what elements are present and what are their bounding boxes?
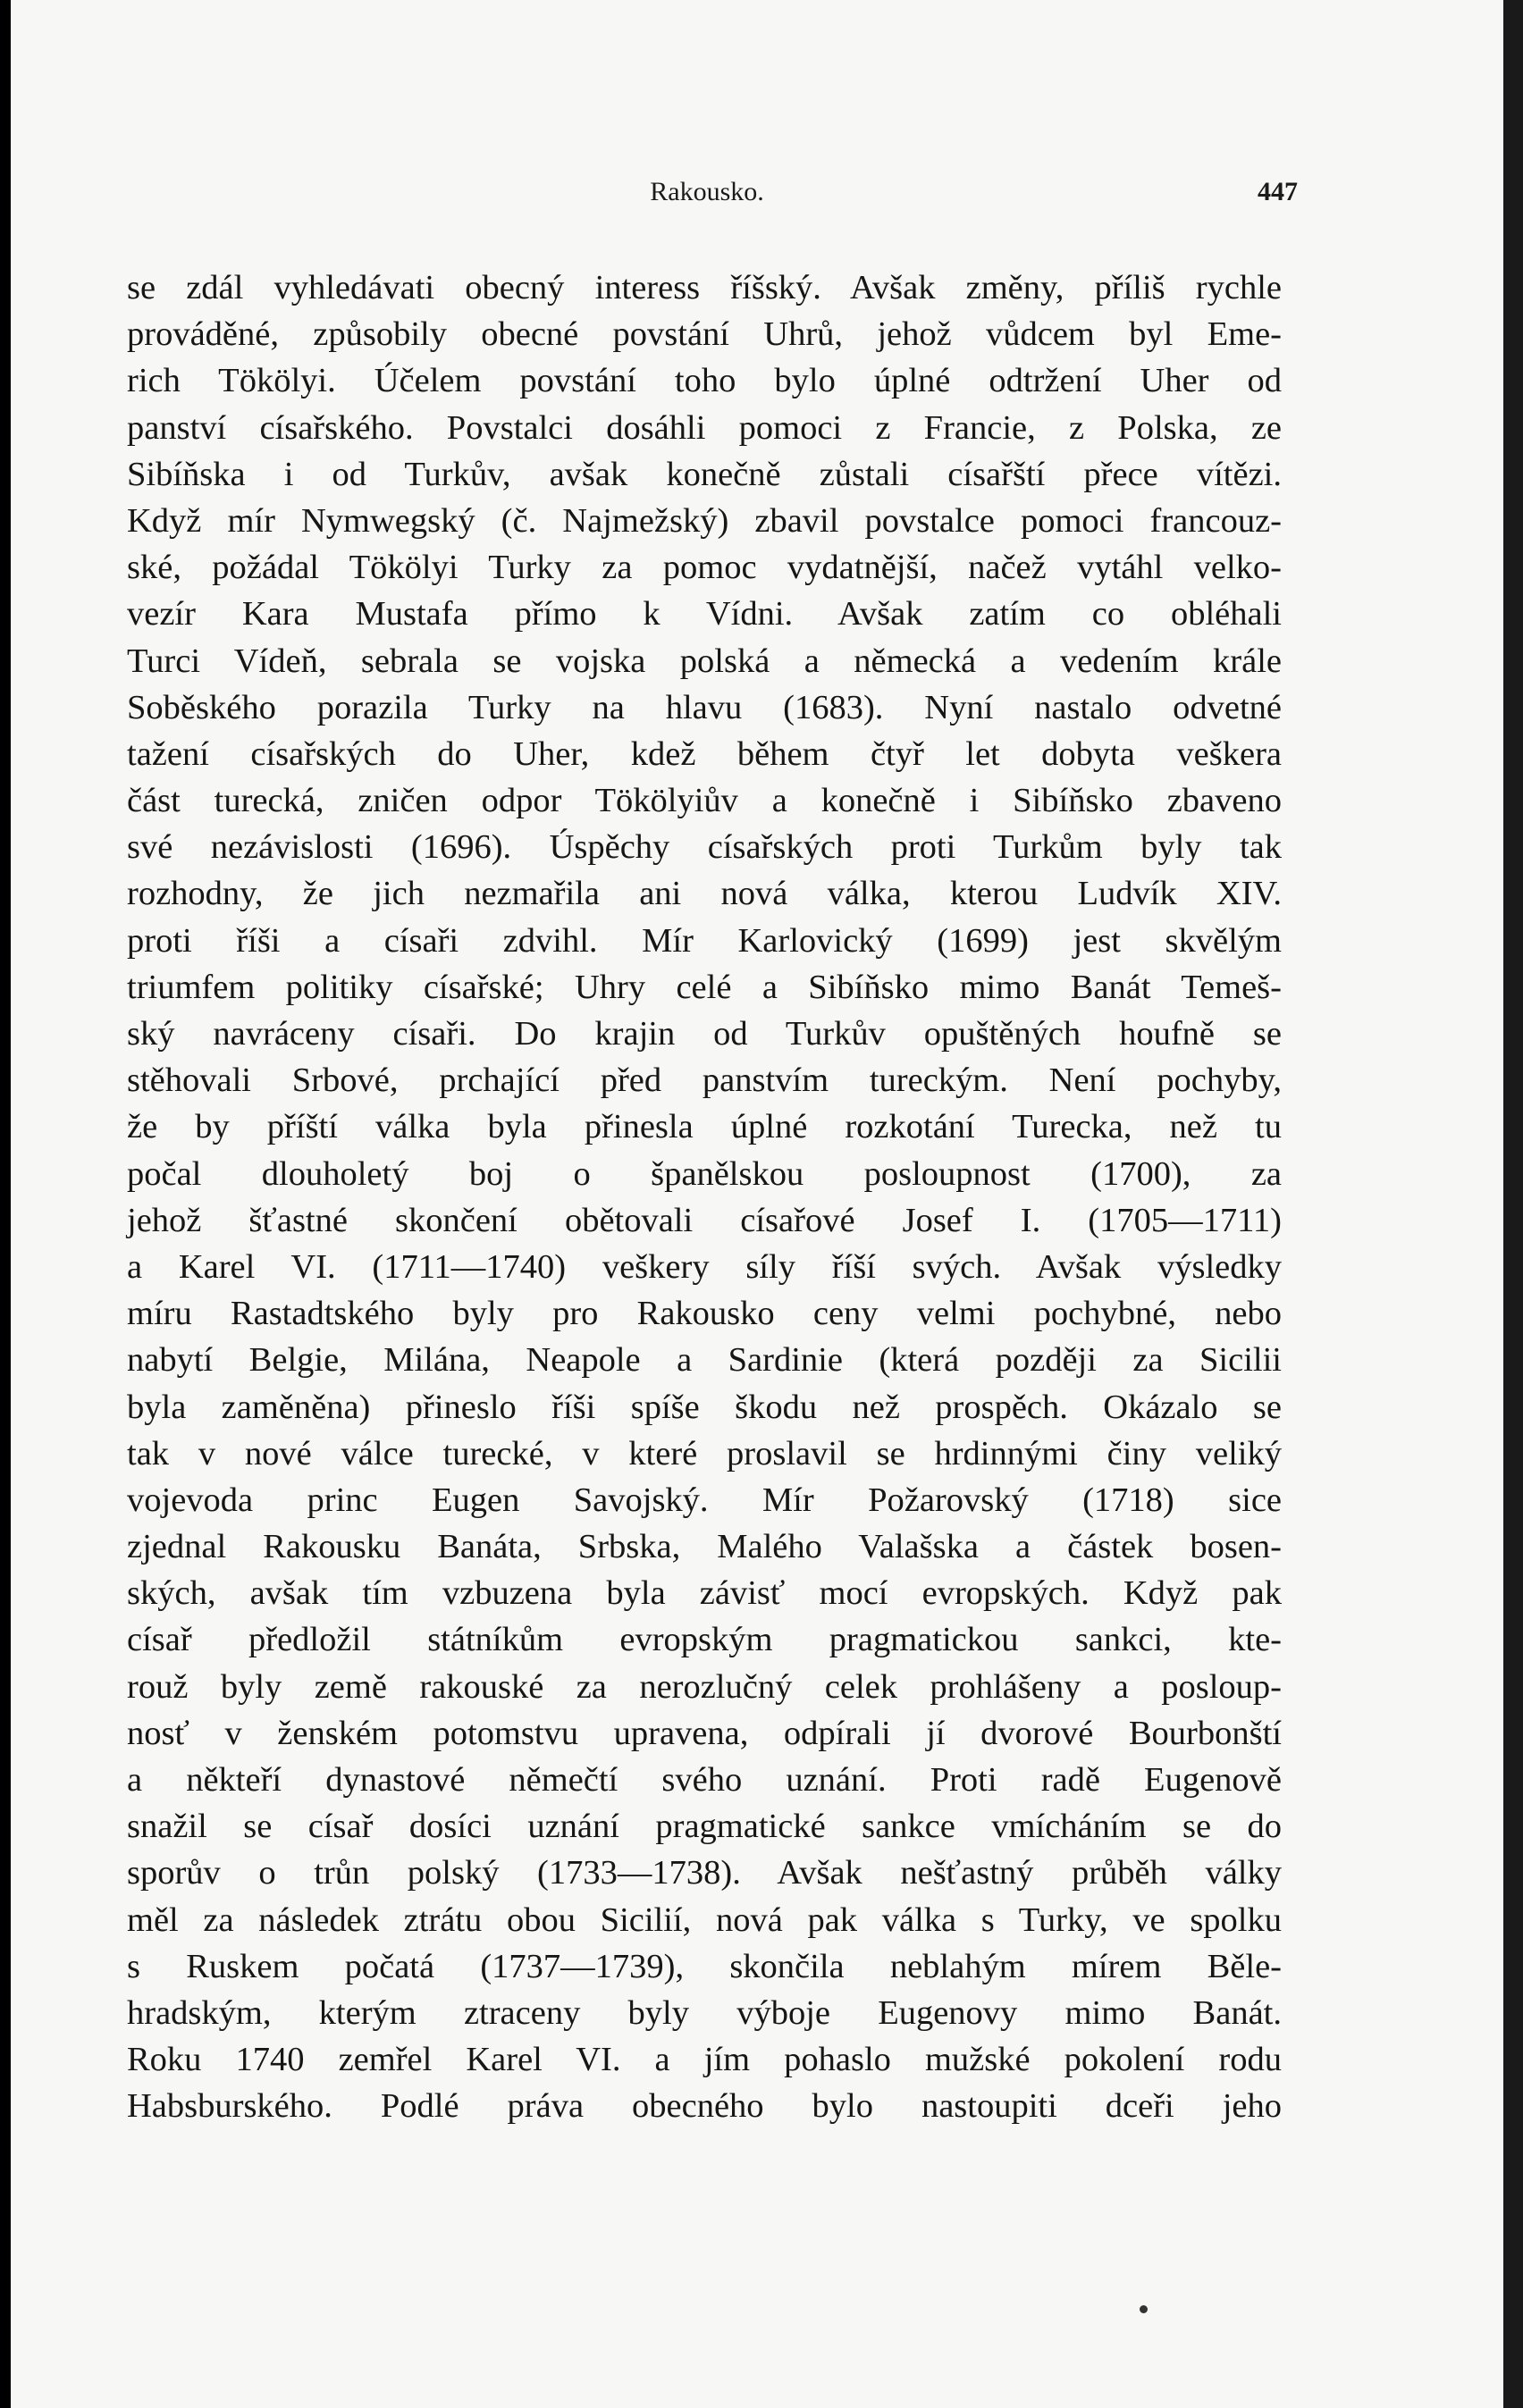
text-line: zjednal Rakousku Banáta, Srbska, Malého Valašska a částek bosen- <box>127 1528 1282 1566</box>
text-line: ské, požádal Tökölyi Turky za pomoc vydatnější, načež vytáhl velko- <box>127 549 1282 587</box>
text-line: sporův o trůn polský (1733—1738). Avšak nešťastný průběh války <box>127 1854 1282 1892</box>
text-line: tak v nové válce turecké, v které proslavil se hrdinnými činy veliký <box>127 1434 1282 1472</box>
text-line: panství císařského. Povstalci dosáhli pomoci z Francie, z Polska, ze <box>127 408 1282 447</box>
text-line: ských, avšak tím vzbuzena byla závisť mocí evropských. Když pak <box>127 1574 1282 1613</box>
ink-speck <box>1140 2305 1148 2313</box>
text-line: a někteří dynastové němečtí svého uznání. Proti radě Eugenově <box>127 1761 1282 1799</box>
text-line: rouž byly země rakouské za nerozlučný celek prohlášeny a posloup- <box>127 1667 1282 1706</box>
text-line: nosť v ženském potomstvu upravena, odpírali jí dvorové Bourbonští <box>127 1714 1282 1752</box>
running-title: Rakousko. <box>650 177 764 206</box>
text-line: proti říši a císaři zdvihl. Mír Karlovický (1699) jest skvělým <box>127 921 1282 960</box>
text-line: se zdál vyhledávati obecný interess říšský. Avšak změny, příliš rychle <box>127 269 1282 306</box>
text-line: rozhodny, že jich nezmařila ani nová válka, kterou Ludvík XIV. <box>127 875 1282 913</box>
text-line: rich Tökölyi. Účelem povstání toho bylo úplné odtržení Uher od <box>127 362 1282 400</box>
text-line: ský navráceny císaři. Do krajin od Turkův opuštěných houfně se <box>127 1015 1282 1053</box>
text-line: Turci Vídeň, sebrala se vojska polská a německá a vedením krále <box>127 642 1282 680</box>
text-line: míru Rastadtského byly pro Rakousko ceny velmi pochybné, nebo <box>127 1295 1282 1333</box>
text-line: s Ruskem počatá (1737—1739), skončila neblahým mírem Běle- <box>127 1947 1282 1985</box>
text-line: Sibíňska i od Turkův, avšak konečně zůstali císařští přece vítězi. <box>127 455 1282 493</box>
text-line: snažil se císař dosíci uznání pragmatické sankce vmícháním se do <box>127 1808 1282 1846</box>
text-line: Soběského porazila Turky na hlavu (1683). Nyní nastalo odvetné <box>127 688 1282 726</box>
text-line: část turecká, zničen odpor Tökölyiův a konečně i Sibíňsko zbaveno <box>127 782 1282 820</box>
text-line: počal dlouholetý boj o španělskou posloupnost (1700), za <box>127 1154 1282 1193</box>
text-line: jehož šťastné skončení obětovali císařové Josef I. (1705—1711) <box>127 1201 1282 1239</box>
page-number: 447 <box>1258 177 1298 206</box>
text-line: Když mír Nymwegský (č. Najmežský) zbavil povstalce pomoci francouz- <box>127 501 1282 540</box>
text-line: a Karel VI. (1711—1740) veškery síly říší svých. Avšak výsledky <box>127 1247 1282 1286</box>
text-line: že by příští válka byla přinesla úplné rozkotání Turecka, než tu <box>127 1108 1282 1146</box>
text-line: byla zaměněna) přineslo říši spíše škodu než prospěch. Okázalo se <box>127 1388 1282 1426</box>
text-line: hradským, kterým ztraceny byly výboje Eugenovy mimo Banát. <box>127 1993 1282 2032</box>
text-line: císař předložil státníkům evropským pragmatickou sankci, kte- <box>127 1621 1282 1659</box>
text-line: triumfem politiky císařské; Uhry celé a Sibíňsko mimo Banát Temeš- <box>127 968 1282 1006</box>
text-line: vojevoda princ Eugen Savojský. Mír Požarovský (1718) sice <box>127 1481 1282 1519</box>
book-page <box>11 0 1503 2408</box>
text-line: stěhovali Srbové, prchající před panstvím tureckým. Není pochyby, <box>127 1061 1282 1100</box>
text-line: měl za následek ztrátu obou Sicilií, nová pak válka s Turky, ve spolku <box>127 1900 1282 1939</box>
body-text <box>127 264 1282 2130</box>
text-line: své nezávislosti (1696). Úspěchy císařských proti Turkům byly tak <box>127 828 1282 867</box>
page-header <box>116 177 1298 213</box>
text-line: Roku 1740 zemřel Karel VI. a jím pohaslo mužské pokolení rodu <box>127 2041 1282 2079</box>
page-edge-shadow <box>1503 0 1523 2408</box>
text-line: Habsburského. Podlé práva obecného bylo nastoupiti dceři jeho <box>127 2087 1282 2126</box>
text-line: vezír Kara Mustafa přímo k Vídni. Avšak zatím co obléhali <box>127 595 1282 633</box>
text-line: prováděné, způsobily obecné povstání Uhrů, jehož vůdcem byl Eme- <box>127 315 1282 354</box>
text-line: nabytí Belgie, Milána, Neapole a Sardinie (která později za Sicilii <box>127 1341 1282 1380</box>
text-line: tažení císařských do Uher, kdež během čtyř let dobyta veškera <box>127 734 1282 773</box>
